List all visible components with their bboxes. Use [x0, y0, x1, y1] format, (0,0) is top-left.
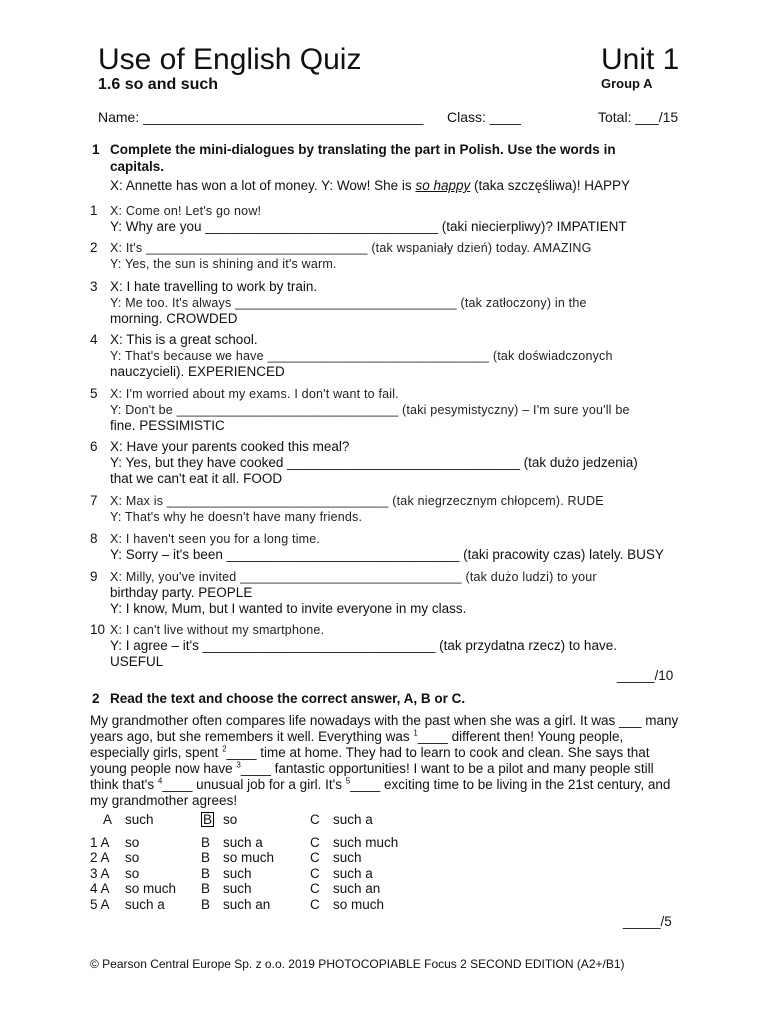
class-field: Class: ____ [447, 109, 521, 125]
gap-number: 1 [413, 728, 418, 738]
option-c: such a [333, 865, 373, 881]
dialogue-line: Y: Me too. It's always _______________________________ (tak zatłoczony) in the [110, 296, 587, 310]
dialogue-line: morning. CROWDED [110, 311, 238, 326]
option-a: such a [125, 896, 165, 912]
dialogue-line: Y: Yes, but they have cooked _______________________________ (tak dużo jedzenia) [110, 455, 638, 470]
section-number: 1 [92, 142, 100, 157]
item-number: 7 [90, 493, 98, 508]
dialogue-line: X: It's _______________________________ (tak wspaniały dzień) today. AMAZING [110, 241, 592, 255]
question-number: 3 A [90, 865, 110, 881]
option-a: so [125, 850, 140, 865]
gap-number: 3 [236, 760, 241, 770]
item-number: 1 [90, 203, 98, 218]
dialogue-line: USEFUL [110, 654, 164, 669]
group-label: Group A [601, 76, 653, 91]
option-b: so much [223, 850, 275, 865]
option-c: such an [333, 881, 381, 896]
option-a: so [125, 865, 140, 881]
example-end: (taka szczęśliwa)! HAPPY [470, 178, 631, 193]
option-letter: C [310, 834, 320, 850]
unit-label: Unit 1 [601, 43, 680, 76]
question-number: 2 A [90, 850, 110, 865]
option-b: such a [223, 834, 263, 850]
section-instruction: Read the text and choose the correct answer, A, B or C. [110, 691, 466, 706]
option-c: such much [333, 834, 399, 850]
item-body [110, 622, 670, 670]
dialogue-line: Y: I know, Mum, but I wanted to invite everyone in my class. [110, 601, 467, 616]
page-title: Use of English Quiz [98, 43, 362, 76]
option-b: such [223, 865, 252, 881]
dialogue-line: X: I can't live without my smartphone. [110, 623, 325, 637]
option-c: so much [333, 896, 385, 912]
question-number: 1 A [90, 834, 110, 850]
section-instruction: Complete the mini-dialogues by translating the part in Polish. Use the words in capitals. [110, 142, 616, 174]
option-b: such an [223, 896, 271, 912]
option-letter: C [310, 812, 320, 827]
dialogue-line: X: Come on! Let's go now! [110, 204, 262, 218]
dialogue-line: Y: Why are you _______________________________ (taki niecierpliwy)? IMPATIENT [110, 219, 627, 234]
text-part: ____ different then! Young people, especially girls, spent [90, 729, 624, 760]
example-answer: so happy [415, 178, 471, 193]
page-subtitle: 1.6 so and such [98, 76, 219, 93]
item-body [110, 493, 670, 525]
example-text: X: Annette has won a lot of money. Y: Wow! She is [110, 178, 416, 193]
item-number: 10 [90, 622, 106, 637]
section-2-heading [92, 690, 652, 707]
item-body [110, 439, 670, 487]
option-a: so much [125, 881, 177, 896]
question-number: 5 A [90, 896, 110, 912]
option-c: such [333, 850, 362, 865]
item-body [110, 531, 670, 563]
dialogue-line: X: Have your parents cooked this meal? [110, 439, 350, 454]
item-body [110, 386, 670, 434]
option-letter: A [103, 812, 113, 827]
dialogue-line: X: I hate travelling to work by train. [110, 279, 318, 294]
option-letter: B [201, 850, 211, 865]
option-letter: C [310, 865, 320, 881]
text-part: ____ fantastic opportunities! I want to be a pilot and many people still think that's [90, 761, 654, 792]
option-a: such [125, 812, 154, 827]
text-part: My grandmother often compares life nowadays with the past when she was a girl. It was ___ many years ago, but she remembers it well. Everything was [90, 713, 679, 744]
dialogue-line: Y: That's why he doesn't have many friends. [110, 510, 363, 524]
section-2-score: _____/5 [623, 914, 672, 929]
section-1-score: _____/10 [617, 668, 674, 683]
item-body [110, 203, 670, 235]
option-letter: C [310, 896, 320, 912]
dialogue-line: that we can't eat it all. FOOD [110, 471, 283, 486]
dialogue-line: Y: Sorry – it's been _______________________________ (taki pracowity czas) lately. BUSY [110, 547, 664, 562]
item-number: 4 [90, 332, 98, 347]
item-number: 8 [90, 531, 98, 546]
option-letter: B [201, 834, 211, 850]
option-letter: B [201, 881, 211, 896]
gap-number: 5 [345, 776, 351, 786]
selected-option-box: B [203, 812, 213, 827]
item-body [110, 569, 670, 617]
dialogue-line: Y: I agree – it's _______________________________ (tak przydatna rzecz) to have. [110, 638, 617, 653]
dialogue-line: Y: Don't be _______________________________ (taki pesymistyczny) – I'm sure you'll be [110, 403, 630, 417]
total-field: Total: ___/15 [598, 109, 679, 125]
item-body [110, 332, 670, 380]
name-field: Name: ____________________________________ [98, 109, 424, 125]
section-number: 2 [92, 691, 100, 706]
section-1-heading [92, 141, 652, 175]
text-part: ____ time at home. They had to learn to cook and clean. She says that young people now have [90, 745, 650, 776]
option-a: so [125, 834, 140, 850]
dialogue-line: X: Milly, you've invited _______________________________ (tak dużo ludzi) to your [110, 570, 597, 584]
dialogue-line: X: This is a great school. [110, 332, 258, 347]
option-b: such [223, 881, 252, 896]
dialogue-line: fine. PESSIMISTIC [110, 418, 225, 433]
item-number: 5 [90, 386, 98, 401]
item-number: 2 [90, 240, 98, 255]
dialogue-line: X: Max is _______________________________ (tak niegrzecznym chłopcem). RUDE [110, 494, 604, 508]
question-number: 4 A [90, 881, 110, 896]
dialogue-line: birthday party. PEOPLE [110, 585, 253, 600]
dialogue-line: Y: That's because we have _______________________________ (tak doświadczonych [110, 349, 613, 363]
footer: © Pearson Central Europe Sp. z o.o. 2019 PHOTOCOPIABLE Focus 2 SECOND EDITION (A2+/B1) [90, 957, 625, 971]
gap-number: 4 [157, 776, 163, 786]
item-body [110, 279, 670, 327]
option-letter: C [310, 881, 320, 896]
item-number: 9 [90, 569, 98, 584]
option-b: so [223, 812, 238, 827]
item-body [110, 240, 670, 272]
dialogue-line: nauczycieli). EXPERIENCED [110, 364, 285, 379]
item-number: 6 [90, 439, 98, 454]
example-dialogue [110, 178, 630, 193]
dialogue-line: Y: Yes, the sun is shining and it's warm. [110, 257, 337, 271]
gap-number: 2 [222, 744, 227, 754]
reading-text [90, 713, 680, 809]
option-letter: C [310, 850, 320, 865]
option-letter: B [201, 896, 211, 912]
dialogue-line: X: I haven't seen you for a long time. [110, 532, 321, 546]
dialogue-line: X: I'm worried about my exams. I don't want to fail. [110, 387, 399, 401]
item-number: 3 [90, 279, 98, 294]
text-part: ____ unusual job for a girl. It's [162, 777, 346, 792]
option-letter: B [201, 865, 211, 881]
option-c: such a [333, 812, 373, 827]
text-part: ____ exciting time to be living in the 21st century, and my grandmother agrees! [90, 777, 671, 808]
